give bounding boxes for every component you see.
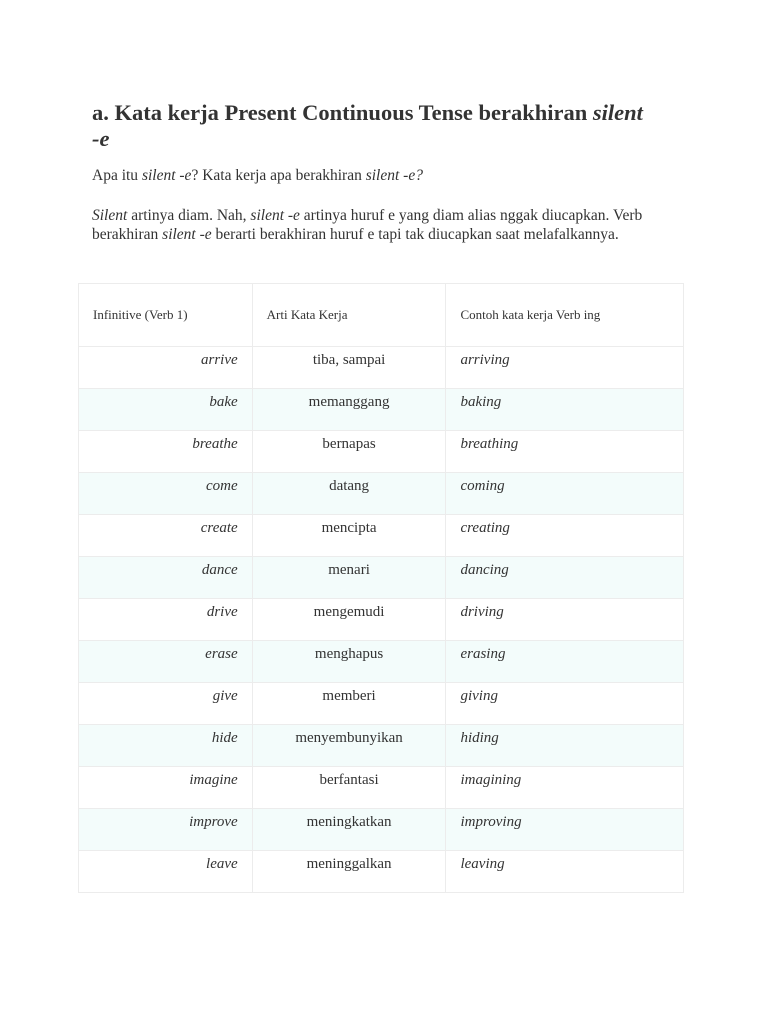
cell-infinitive: create <box>79 515 253 557</box>
intro-text-1: Apa itu <box>92 167 142 184</box>
cell-infinitive: drive <box>79 599 253 641</box>
silent-e-explanation <box>92 206 682 244</box>
cell-arti: memanggang <box>252 389 446 431</box>
cell-arti: menghapus <box>252 641 446 683</box>
explanation-text-2: artinya huruf e yang diam alias nggak diucapkan. Verb berakhiran <box>92 207 643 243</box>
table-row <box>79 431 684 473</box>
cell-verb-ing: dancing <box>446 557 684 599</box>
heading-suffix: -e <box>92 126 110 151</box>
cell-infinitive: breathe <box>79 431 253 473</box>
cell-verb-ing: breathing <box>446 431 684 473</box>
cell-arti: bernapas <box>252 431 446 473</box>
table-row <box>79 683 684 725</box>
cell-arti: menari <box>252 557 446 599</box>
table-row <box>79 641 684 683</box>
table-header-row <box>79 284 684 347</box>
table-row <box>79 557 684 599</box>
cell-verb-ing: hiding <box>446 725 684 767</box>
section-heading <box>92 100 682 152</box>
table-row <box>79 809 684 851</box>
explanation-italic-3: silent -e <box>162 226 212 243</box>
cell-verb-ing: giving <box>446 683 684 725</box>
table-row <box>79 767 684 809</box>
header-arti: Arti Kata Kerja <box>252 284 446 347</box>
cell-arti: mencipta <box>252 515 446 557</box>
cell-verb-ing: baking <box>446 389 684 431</box>
cell-infinitive: dance <box>79 557 253 599</box>
cell-infinitive: imagine <box>79 767 253 809</box>
cell-arti: meningkatkan <box>252 809 446 851</box>
cell-infinitive: come <box>79 473 253 515</box>
table-row <box>79 515 684 557</box>
table-row <box>79 473 684 515</box>
explanation-text-3: berarti berakhiran huruf e tapi tak diucapkan saat melafalkannya. <box>211 226 619 243</box>
cell-verb-ing: erasing <box>446 641 684 683</box>
intro-italic-1: silent -e <box>141 167 192 184</box>
cell-arti: berfantasi <box>252 767 446 809</box>
cell-arti: memberi <box>252 683 446 725</box>
cell-infinitive: erase <box>79 641 253 683</box>
explanation-text-1: artinya diam. Nah, <box>127 207 251 224</box>
cell-verb-ing: driving <box>446 599 684 641</box>
explanation-italic-1: Silent <box>92 207 128 224</box>
cell-verb-ing: leaving <box>446 851 684 893</box>
cell-verb-ing: creating <box>446 515 684 557</box>
heading-italic: silent <box>592 100 643 125</box>
intro-italic-2: silent -e? <box>365 167 423 184</box>
cell-verb-ing: arriving <box>446 347 684 389</box>
cell-infinitive: bake <box>79 389 253 431</box>
cell-arti: mengemudi <box>252 599 446 641</box>
explanation-italic-2: silent -e <box>250 207 300 224</box>
cell-infinitive: leave <box>79 851 253 893</box>
header-verb-ing: Contoh kata kerja Verb ing <box>446 284 684 347</box>
verb-table <box>78 283 684 893</box>
cell-infinitive: improve <box>79 809 253 851</box>
table-row <box>79 389 684 431</box>
table-row <box>79 599 684 641</box>
intro-question <box>92 166 423 185</box>
heading-prefix: a. Kata kerja Present Continuous Tense berakhiran <box>92 100 593 125</box>
cell-arti: menyembunyikan <box>252 725 446 767</box>
cell-arti: meninggalkan <box>252 851 446 893</box>
cell-infinitive: arrive <box>79 347 253 389</box>
cell-arti: tiba, sampai <box>252 347 446 389</box>
document-body <box>92 100 682 243</box>
table-row <box>79 851 684 893</box>
table-row <box>79 725 684 767</box>
cell-arti: datang <box>252 473 446 515</box>
cell-infinitive: give <box>79 683 253 725</box>
cell-infinitive: hide <box>79 725 253 767</box>
intro-text-2: ? Kata kerja apa berakhiran <box>191 167 366 184</box>
cell-verb-ing: imagining <box>446 767 684 809</box>
header-infinitive: Infinitive (Verb 1) <box>79 284 253 347</box>
cell-verb-ing: coming <box>446 473 684 515</box>
table-row <box>79 347 684 389</box>
cell-verb-ing: improving <box>446 809 684 851</box>
